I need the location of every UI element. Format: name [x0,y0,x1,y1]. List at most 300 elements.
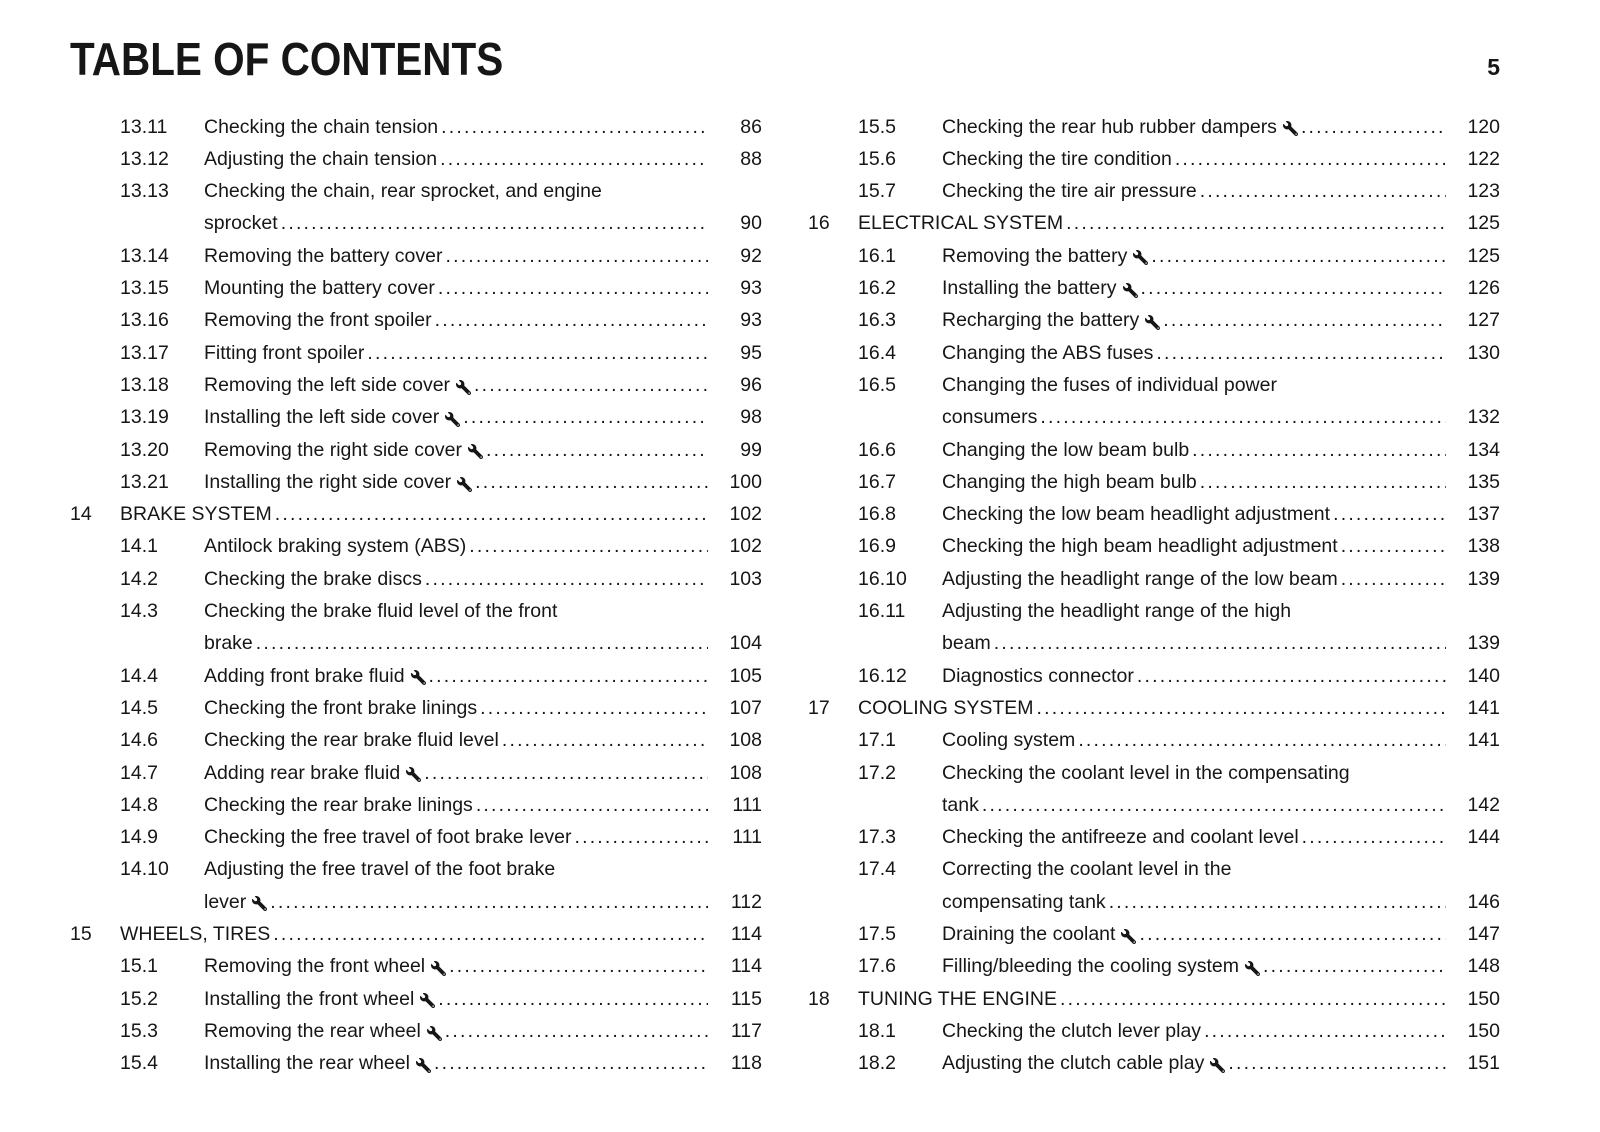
toc-entry-title: Installing the battery [942,277,1117,300]
toc-entry-page: 139 [1467,567,1500,590]
toc-entry[interactable] [70,950,762,982]
toc-entry-body [204,757,762,789]
toc-entry-number: 13.12 [120,147,169,170]
toc-entry-body [942,143,1500,175]
toc-entry-lastline [942,724,1500,756]
toc-entry-number: 16 [808,212,830,235]
toc-entry-page: 90 [740,212,762,235]
toc-entry[interactable] [70,563,762,595]
toc-entry-number: 14.7 [120,761,158,784]
toc-entry-page: 93 [740,277,762,300]
wrench-icon [1123,283,1138,298]
toc-entry-page: 148 [1467,955,1500,978]
toc-entry-lastline [120,498,762,530]
toc-entry-lastline [204,530,762,562]
dot-leader [438,983,708,1015]
dot-leader [445,1015,708,1047]
toc-entry-title-line: Changing the fuses of individual power [942,373,1277,396]
dot-leader [1151,240,1446,272]
toc-entry-page: 138 [1467,535,1500,558]
toc-entry-title: consumers [942,406,1038,429]
toc-entry-body [942,530,1500,562]
toc-entry[interactable] [70,821,762,853]
toc-entry-number: 15.3 [120,1019,158,1042]
toc-entry-title: Installing the front wheel [204,987,415,1010]
page-title: TABLE OF CONTENTS [70,33,504,85]
toc-entry-body [204,595,762,660]
toc-entry[interactable] [70,272,762,304]
toc-entry[interactable] [70,143,762,175]
toc-entry-number: 13.15 [120,277,169,300]
toc-entry-title: Adding rear brake fluid [204,761,401,784]
toc-entry-body [942,498,1500,530]
dot-leader [434,1047,708,1079]
dot-leader [1066,207,1446,239]
toc-entry[interactable] [70,1015,762,1047]
toc-entry-number: 15.4 [120,1052,158,1075]
toc-entry[interactable] [808,434,1500,466]
toc-entry[interactable] [70,466,762,498]
toc-entry-page: 93 [740,309,762,332]
toc-entry-body [204,111,762,143]
toc-entry-lastline [204,207,762,239]
toc-entry-page: 100 [729,470,762,493]
wrench-icon [468,444,483,459]
toc-entry-lastline [858,692,1500,724]
toc-entry-lastline [204,886,762,918]
toc-entry-number: 14.1 [120,535,158,558]
dot-leader [1040,401,1446,433]
toc-entry-body [942,434,1500,466]
toc-entry-lastline [942,1047,1500,1079]
toc-entry-title: Changing the high beam bulb [942,470,1197,493]
dot-leader [1341,530,1446,562]
toc-entry-title: TUNING THE ENGINE [858,987,1057,1010]
toc-entry-body [204,304,762,336]
toc-entry-title: Checking the tire condition [942,147,1172,170]
toc-entry-number: 16.8 [858,503,896,526]
toc-entry-lastline [204,337,762,369]
toc-column [70,111,762,1080]
toc-entry-number: 18.2 [858,1052,896,1075]
toc-entry-title: Checking the free travel of foot brake lever [204,826,572,849]
toc-entry-number: 14.9 [120,826,158,849]
toc-entry-body [204,143,762,175]
toc-entry-number: 18 [808,987,830,1010]
toc-entry-lastline [204,111,762,143]
toc-entry-lastline [204,401,762,433]
toc-entry-lastline [942,111,1500,143]
dot-leader [273,918,708,950]
toc-entry[interactable] [70,692,762,724]
toc-entry-body [204,692,762,724]
toc-entry-title: WHEELS, TIRES [120,923,271,946]
dot-leader [982,789,1446,821]
toc-entry-lastline [942,563,1500,595]
toc-entry-page: 122 [1467,147,1500,170]
dot-leader [1137,660,1446,692]
dot-leader [474,369,708,401]
toc-entry-title: Draining the coolant [942,923,1116,946]
toc-entry-page: 118 [730,1052,762,1075]
toc-entry-title: ELECTRICAL SYSTEM [858,212,1064,235]
toc-entry-lastline [204,789,762,821]
toc-entry-title: Checking the rear brake linings [204,793,473,816]
toc-column [808,111,1500,1080]
toc-entry-number: 14.3 [120,600,158,623]
toc-entry-lastline [942,401,1500,433]
toc-entry-number: 17.2 [858,761,896,784]
wrench-icon [416,1058,431,1073]
toc-entry-page: 142 [1467,793,1500,816]
dot-leader [441,111,708,143]
toc-entry-title: Removing the right side cover [204,438,462,461]
toc-entry[interactable] [70,983,762,1015]
toc-entry[interactable] [70,918,762,950]
dot-leader [1192,434,1446,466]
toc-entry-title: Checking the tire air pressure [942,180,1197,203]
wrench-icon [1133,250,1148,265]
toc-entry[interactable] [70,111,762,143]
toc-entry-page: 132 [1467,406,1500,429]
toc-entry-body [204,337,762,369]
toc-entry-body [942,918,1500,950]
toc-entry[interactable] [70,401,762,433]
toc-entry[interactable] [808,692,1500,724]
toc-entry[interactable] [70,498,762,530]
toc-entry-body [942,950,1500,982]
toc-entry-title: tank [942,793,979,816]
toc-entry-page: 102 [729,535,762,558]
toc-entry-number: 14.5 [120,696,158,719]
toc-entry-title-line: Correcting the coolant level in the [942,858,1232,881]
dot-leader [440,143,708,175]
toc-entry[interactable] [70,853,762,918]
toc-entry-body [942,595,1500,660]
dot-leader [1037,692,1446,724]
toc-entry-number: 14.8 [120,793,158,816]
toc-entry-page: 111 [732,826,762,849]
toc-entry-lastline [942,272,1500,304]
toc-entry-body [204,724,762,756]
toc-entry[interactable] [808,337,1500,369]
toc-entry-body [204,1015,762,1047]
toc-entry-number: 17.6 [858,955,896,978]
toc-entry-page: 125 [1467,244,1500,267]
toc-entry-title: Cooling system [942,729,1076,752]
toc-entry-title: Removing the battery cover [204,244,443,267]
toc-entry-page: 135 [1467,470,1500,493]
toc-entry-lastline [204,983,762,1015]
toc-entry[interactable] [808,853,1500,918]
toc-entry-title: Checking the low beam headlight adjustment [942,503,1331,526]
toc-entry-lastline [204,821,762,853]
toc-entry-number: 15.1 [120,955,158,978]
toc-entry-number: 16.2 [858,277,896,300]
toc-entry-body [204,1047,762,1079]
toc-entry-title: sprocket [204,212,278,235]
dot-leader [480,692,708,724]
toc-entry[interactable] [808,369,1500,434]
toc-entry-title: Checking the front brake linings [204,696,478,719]
toc-entry[interactable] [808,918,1500,950]
toc-entry-number: 15.7 [858,180,896,203]
toc-entry[interactable] [808,111,1500,143]
toc-entry-body [858,207,1500,239]
toc-entry-page: 108 [729,761,762,784]
toc-entry-page: 88 [740,147,762,170]
toc-entry-page: 95 [740,341,762,364]
toc-entry-lastline [942,950,1500,982]
dot-leader [1200,466,1446,498]
toc-entry-number: 13.17 [120,341,169,364]
dot-leader [1228,1047,1446,1079]
toc-entry[interactable] [70,1047,762,1079]
toc-entry[interactable] [808,821,1500,853]
toc-entry-title: Removing the battery [942,244,1128,267]
toc-entry-number: 17.4 [858,858,896,881]
toc-entry[interactable] [808,983,1500,1015]
toc-columns [70,111,1500,1080]
toc-entry-page: 123 [1467,180,1500,203]
toc-entry-number: 13.21 [120,470,169,493]
toc-entry-lastline [204,724,762,756]
toc-entry-page: 105 [729,664,762,687]
toc-entry[interactable] [808,1015,1500,1047]
toc-entry-body [204,983,762,1015]
toc-entry-title: Mounting the battery cover [204,277,435,300]
toc-entry-body [942,111,1500,143]
toc-entry-page: 150 [1467,987,1500,1010]
dot-leader [449,950,708,982]
toc-entry-page: 125 [1467,212,1500,235]
toc-entry-page: 117 [730,1019,762,1042]
wrench-icon [1121,929,1136,944]
toc-entry-page: 99 [740,438,762,461]
toc-entry-page: 114 [730,923,762,946]
wrench-icon [1210,1058,1225,1073]
toc-entry-lastline [204,660,762,692]
page-header [70,34,1500,85]
toc-entry-body [204,563,762,595]
toc-entry-lastline [204,304,762,336]
dot-leader [1200,175,1446,207]
toc-entry-page: 92 [740,244,762,267]
toc-entry[interactable] [808,207,1500,239]
toc-entry[interactable] [808,272,1500,304]
toc-entry[interactable] [808,1047,1500,1079]
toc-entry-lastline [858,983,1500,1015]
dot-leader [1156,337,1446,369]
toc-entry-number: 13.16 [120,309,169,332]
toc-entry-body [204,240,762,272]
toc-entry[interactable] [808,143,1500,175]
toc-entry[interactable] [70,757,762,789]
dot-leader [994,627,1446,659]
toc-entry[interactable] [70,304,762,336]
toc-entry-title: Installing the right side cover [204,470,452,493]
toc-entry-page: 141 [1467,729,1500,752]
toc-entry-page: 108 [729,729,762,752]
toc-entry-lastline [942,143,1500,175]
toc-entry-lastline [204,240,762,272]
toc-entry-page: 96 [740,373,762,396]
toc-entry-title: Filling/bleeding the cooling system [942,955,1239,978]
toc-entry[interactable] [70,434,762,466]
toc-entry[interactable] [808,950,1500,982]
toc-entry-lastline [204,950,762,982]
toc-entry[interactable] [70,175,762,240]
toc-entry-body [858,983,1500,1015]
toc-entry-number: 14.2 [120,567,158,590]
dot-leader [445,240,708,272]
toc-entry[interactable] [70,530,762,562]
dot-leader [256,627,708,659]
toc-entry-title-line: Checking the chain, rear sprocket, and engine [204,180,602,203]
dot-leader [1302,821,1446,853]
toc-entry-lastline [942,660,1500,692]
toc-entry-number: 14.6 [120,729,158,752]
toc-entry-lastline [942,918,1500,950]
wrench-icon [456,380,471,395]
toc-entry-lastline [204,692,762,724]
dot-leader [463,401,708,433]
toc-entry[interactable] [70,240,762,272]
toc-entry-title: Removing the front spoiler [204,309,432,332]
toc-entry-number: 16.5 [858,373,896,396]
dot-leader [275,498,708,530]
toc-entry[interactable] [808,240,1500,272]
toc-entry-body [942,272,1500,304]
toc-entry-lastline [120,918,762,950]
toc-entry-number: 16.10 [858,567,907,590]
toc-entry-body [204,853,762,918]
toc-entry-body [858,692,1500,724]
toc-entry[interactable] [808,530,1500,562]
dot-leader [475,466,708,498]
toc-entry[interactable] [808,724,1500,756]
toc-entry-lastline [204,466,762,498]
toc-entry-title: Removing the front wheel [204,955,426,978]
toc-entry-title: Adding front brake fluid [204,664,405,687]
dot-leader [425,563,708,595]
dot-leader [476,789,708,821]
toc-entry-page: 115 [730,987,762,1010]
toc-entry-body [942,240,1500,272]
toc-entry-title: Adjusting the chain tension [204,147,438,170]
toc-entry-number: 16.7 [858,470,896,493]
toc-entry-number: 13.14 [120,244,169,267]
toc-entry-title-line: Adjusting the free travel of the foot brake [204,858,556,881]
toc-entry-title: BRAKE SYSTEM [120,503,272,526]
toc-entry-body [204,434,762,466]
toc-entry-page: 120 [1467,115,1500,138]
toc-entry-lastline [942,789,1500,821]
toc-entry[interactable] [70,724,762,756]
toc-entry-title: Removing the rear wheel [204,1019,421,1042]
toc-entry-body [942,369,1500,434]
toc-entry-lastline [942,530,1500,562]
toc-entry-body [942,337,1500,369]
wrench-icon [1283,121,1298,136]
toc-entry-title: Installing the rear wheel [204,1052,410,1075]
toc-entry-title-line: Checking the coolant level in the compensating [942,761,1350,784]
toc-entry[interactable] [70,595,762,660]
toc-entry[interactable] [808,466,1500,498]
toc-entry-title: Checking the antifreeze and coolant level [942,826,1299,849]
toc-entry-title: Diagnostics connector [942,664,1134,687]
toc-entry-page: 107 [729,696,762,719]
toc-entry-lastline [204,1015,762,1047]
toc-entry-number: 13.19 [120,406,169,429]
toc-entry-page: 112 [730,890,762,913]
toc-entry-body [204,466,762,498]
toc-entry-body [942,853,1500,918]
toc-entry-title: Checking the chain tension [204,115,439,138]
dot-leader [1141,272,1446,304]
toc-entry-body [942,724,1500,756]
toc-entry-body [942,1047,1500,1079]
toc-entry-number: 16.1 [858,244,896,267]
toc-entry-lastline [942,434,1500,466]
dot-leader [1263,950,1446,982]
toc-entry-number: 17.3 [858,826,896,849]
toc-entry[interactable] [70,660,762,692]
toc-entry[interactable] [808,660,1500,692]
toc-entry-body [942,757,1500,822]
toc-entry-number: 13.13 [120,180,169,203]
toc-entry-page: 114 [730,955,762,978]
toc-entry-title: lever [204,890,247,913]
toc-entry-lastline [204,1047,762,1079]
wrench-icon [445,412,460,427]
toc-entry-title-line: Checking the brake fluid level of the front [204,600,558,623]
toc-entry-page: 150 [1467,1019,1500,1042]
toc-entry[interactable] [808,757,1500,822]
toc-entry-lastline [942,886,1500,918]
toc-entry[interactable] [808,563,1500,595]
wrench-icon [406,767,421,782]
toc-entry-number: 16.12 [858,664,907,687]
toc-entry-title: beam [942,632,991,655]
wrench-icon [427,1026,442,1041]
toc-entry-number: 13.20 [120,438,169,461]
toc-entry-body [204,530,762,562]
toc-entry-page: 134 [1467,438,1500,461]
toc-entry-number: 15.6 [858,147,896,170]
toc-entry[interactable] [808,498,1500,530]
toc-entry[interactable] [70,337,762,369]
toc-entry[interactable] [70,789,762,821]
page-number: 5 [1487,53,1500,80]
toc-entry[interactable] [808,595,1500,660]
toc-entry[interactable] [808,175,1500,207]
toc-entry-page: 144 [1467,826,1500,849]
toc-entry-body [204,821,762,853]
toc-entry-title: Changing the ABS fuses [942,341,1154,364]
toc-entry-page: 111 [732,793,762,816]
dot-leader [1139,918,1446,950]
dot-leader [429,660,708,692]
toc-entry-number: 18.1 [858,1019,896,1042]
toc-entry-page: 140 [1467,664,1500,687]
toc-entry[interactable] [808,304,1500,336]
toc-entry[interactable] [70,369,762,401]
dot-leader [281,207,708,239]
toc-entry-number: 13.11 [120,115,168,138]
toc-entry-title: Recharging the battery [942,309,1140,332]
toc-entry-lastline [204,272,762,304]
